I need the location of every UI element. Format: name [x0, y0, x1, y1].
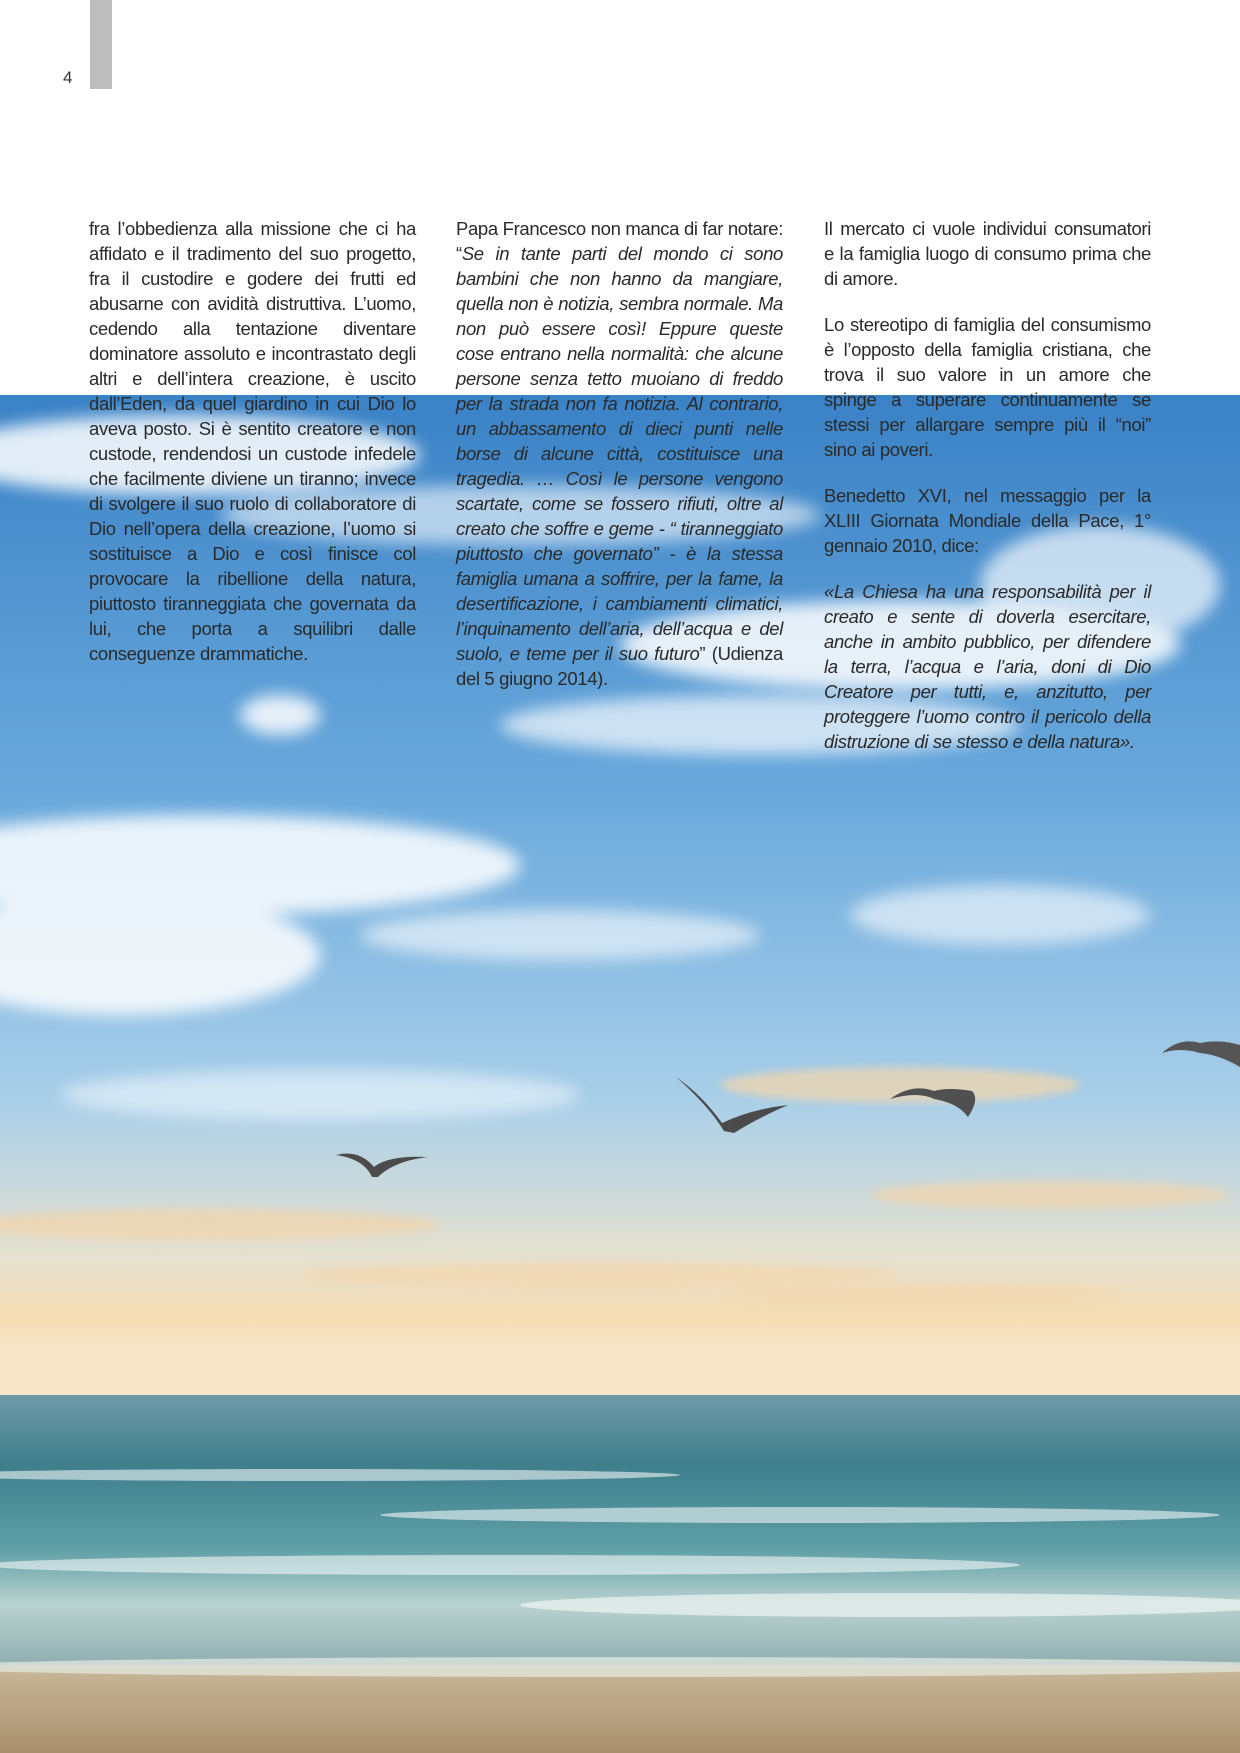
paragraph: Il mercato ci vuole individui consumatori e la famiglia luogo di consumo prima che di amore. — [824, 218, 1151, 289]
quote-text: Se in tante parti del mondo ci sono bambini che non hanno da mangiare, quella non è notizia, sembra normale. Ma non può essere così! Eppure queste cose entrano nella normalità: che alcune persone senza tetto muoiano di freddo per la strada non fa notizia. Al contrario, un abbassamento di dieci punti nelle borse di alcune città, costituisce una tragedia. … Così le persone vengono scartate, come se fossero rifiuti, oltre al creato che soffre e geme - “ tiranneggiato piuttosto che governato” - è la stessa famiglia umana a soffrire, per la fame, la desertificazione, i cambiamenti climatici, l’inquinamento dell’aria, dell’acqua e del suolo, e teme per il suo futuro — [456, 243, 783, 664]
quote-intro: Papa Francesco non manca di far notare: “ — [456, 218, 783, 264]
paragraph-quote-benedetto — [824, 579, 1151, 754]
seagull-icon — [888, 1069, 982, 1119]
page-tab-marker — [90, 0, 112, 89]
seagull-icon — [1160, 1031, 1240, 1071]
paragraph-quote-francesco — [456, 216, 783, 691]
text-column-1 — [89, 216, 416, 687]
seagull-icon — [334, 1147, 430, 1187]
text-column-2 — [456, 216, 783, 712]
paragraph: fra l’obbedienza alla missione che ci ha affidato e il tradimento del suo progetto, fra il custodire e godere dei frutti ed abusarne con avidità distruttiva. L’uomo, cedendo alla tentazione diventare dominatore assoluto e incontrastato degli altri e dell’intera creazione, è uscito dall’Eden, da quel giardino in cui Dio lo aveva posto. Si è sentito creatore e non custode, rendendosi un custode infedele che facilmente diviene un tiranno; invece di svolgere il suo ruolo di collaboratore di Dio nell’opera della creazione, l’uomo si sostituisce a Dio e così finisce col provocare la ribellione della natura, piuttosto tiranneggiata che governata da lui, che porta a squilibri dalle conseguenze drammatiche. — [89, 218, 416, 664]
page-number: 4 — [63, 68, 73, 87]
text-column-3 — [824, 216, 1151, 775]
quote-source: ” (Udienza del 5 giugno 2014). — [456, 643, 783, 689]
paragraph: Benedetto XVI, nel messaggio per la XLIII Giornata Mondiale della Pace, 1° gennaio 2010, dice: — [824, 485, 1151, 556]
quote-text: «La Chiesa ha una responsabilità per il creato e sente di doverla esercitare, anche in ambito pubblico, per difendere la terra, l’acqua e l’aria, doni di Dio Creatore per tutti, e, anzitutto, per proteggere l’uomo contro il pericolo della distruzione di se stesso e della natura». — [824, 581, 1151, 752]
seagull-icon — [672, 1075, 790, 1137]
paragraph: Lo stereotipo di famiglia del consumismo è l’opposto della famiglia cristiana, che trova il suo valore in un amore che spinge a superare continuamente se stessi per allargare sempre più il “noi” sino ai poveri. — [824, 314, 1151, 460]
